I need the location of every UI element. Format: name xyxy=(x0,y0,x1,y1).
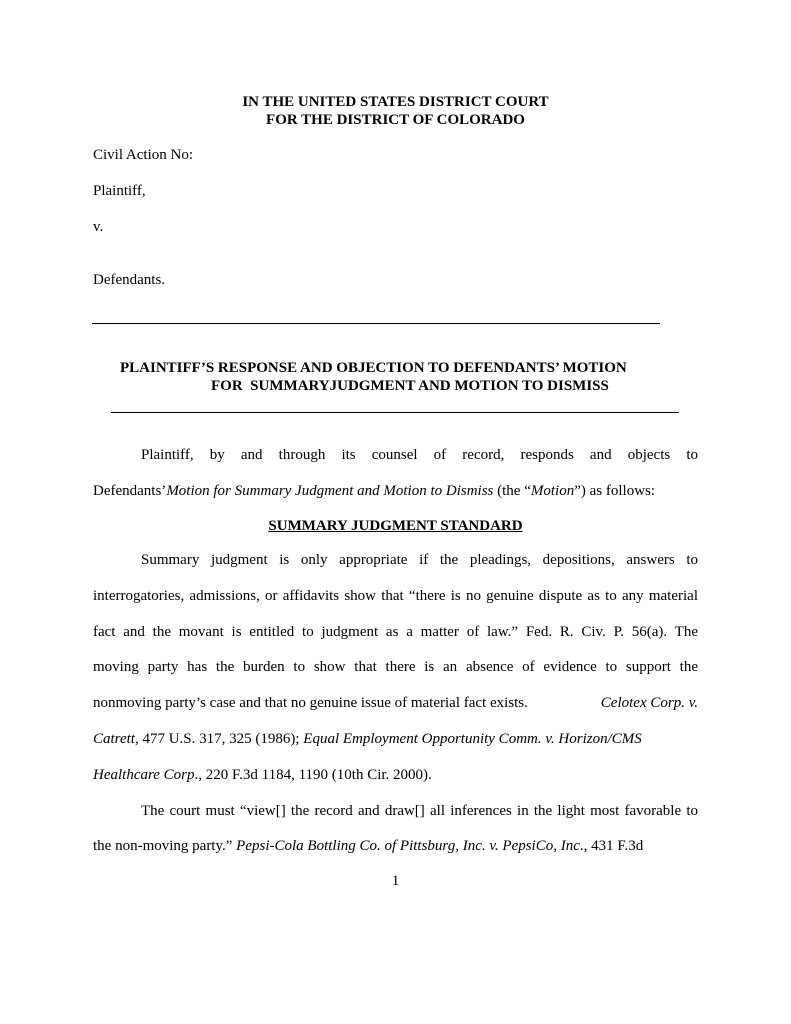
para1-line7: Healthcare Corp., 220 F.3d 1184, 1190 (10th Cir. 2000). xyxy=(93,767,432,783)
court-name-line1: IN THE UNITED STATES DISTRICT COURT xyxy=(242,94,549,110)
section-heading: SUMMARY JUDGMENT STANDARD xyxy=(268,518,523,534)
para1-line6: Catrett, 477 U.S. 317, 325 (1986); Equal Employment Opportunity Comm. v. Horizon/CMS xyxy=(93,731,642,747)
versus-label: v. xyxy=(93,219,104,235)
para1-line2: interrogatories, admissions, or affidavits show that “there is no genuine dispute as to any material xyxy=(93,588,698,604)
para1-line1: Summary judgment is only appropriate if the pleadings, depositions, answers to xyxy=(141,552,698,568)
title-divider xyxy=(111,412,679,413)
caption-divider xyxy=(92,323,660,324)
title-line1: PLAINTIFF’S RESPONSE AND OBJECTION TO DEFENDANTS’ MOTION xyxy=(120,360,627,376)
civil-action-label: Civil Action No: xyxy=(93,147,194,163)
defendants-label: Defendants. xyxy=(93,272,166,288)
para1-line3: fact and the movant is entitled to judgment as a matter of law.” Fed. R. Civ. P. 56(a). The xyxy=(93,624,698,640)
para2-line1: The court must “view[] the record and draw[] all inferences in the light most favorable to xyxy=(141,803,698,819)
intro-line2: Defendants’Motion for Summary Judgment and Motion to Dismiss (the “Motion”) as follows: xyxy=(93,483,656,499)
plaintiff-label: Plaintiff, xyxy=(93,183,146,199)
para2-line2: the non-moving party.” Pepsi-Cola Bottling Co. of Pittsburg, Inc. v. PepsiCo, Inc., 431 F.3d xyxy=(93,838,644,854)
title-line2: FOR SUMMARYJUDGMENT AND MOTION TO DISMISS xyxy=(211,378,609,394)
intro-line1: Plaintiff, by and through its counsel of record, responds and objects to xyxy=(141,447,698,463)
para1-line4: moving party has the burden to show that there is an absence of evidence to support the xyxy=(93,659,698,675)
court-name-line2: FOR THE DISTRICT OF COLORADO xyxy=(266,112,525,128)
page-number: 1 xyxy=(391,873,400,889)
para1-line5: nonmoving party’s case and that no genuine issue of material fact exists. Celotex Corp. v. xyxy=(93,695,698,711)
